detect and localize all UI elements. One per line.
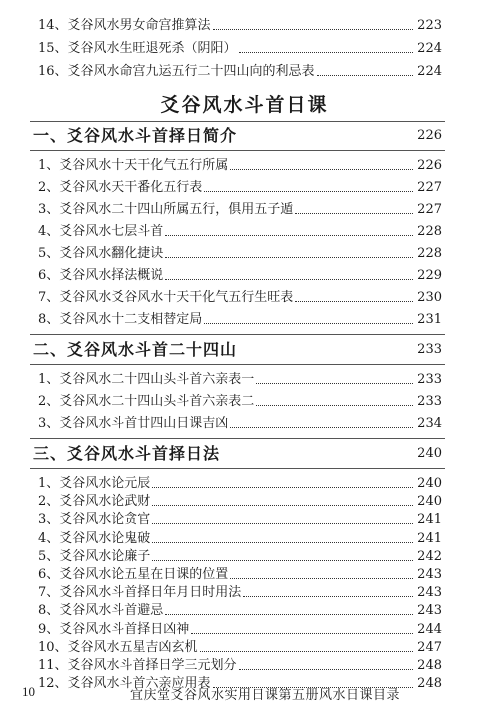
toc-entry-title: 11、爻谷风水斗首择日学三元划分: [38, 658, 237, 673]
toc-entry: [38, 618, 442, 638]
leader-dots: [213, 29, 414, 30]
leader-dots: [204, 191, 413, 192]
toc-entry-title: 5、爻谷风水论廉子: [38, 548, 151, 564]
section-rule-top: [30, 438, 445, 439]
toc-entry-page: 224: [417, 64, 442, 79]
leader-dots: [152, 542, 413, 543]
toc-entry: [38, 527, 442, 547]
toc-entry-page: 244: [417, 621, 442, 637]
toc-entry-page: 227: [417, 202, 442, 217]
leader-dots: [152, 487, 413, 488]
toc-entry-title: 1、爻谷风水十天干化气五行所属: [38, 158, 229, 173]
leader-dots: [165, 279, 413, 280]
toc-entry-title: 10、爻谷风水五星吉凶玄机: [38, 639, 198, 655]
toc-entry-page: 229: [417, 268, 442, 283]
toc-entry-page: 243: [417, 567, 442, 582]
toc-entry-title: 7、爻谷风水爻谷风水十天干化气五行生旺表: [38, 290, 294, 305]
toc-entry-page: 248: [417, 676, 442, 692]
toc-entry-title: 16、爻谷风水命宫九运五行二十四山向的利忌表: [38, 64, 315, 79]
toc-entry: [38, 368, 442, 388]
section-title: 三、爻谷风水斗首择日法: [33, 444, 221, 463]
toc-entry-title: 3、爻谷风水论贪官: [38, 512, 151, 528]
toc-entry: [38, 508, 442, 528]
section-page: 226: [417, 128, 442, 143]
leader-dots: [256, 405, 413, 406]
toc-entry: [38, 154, 442, 174]
toc-entry-page: 247: [417, 639, 442, 655]
toc-entry: [38, 581, 442, 601]
section-rule-bottom: [30, 150, 445, 151]
leader-dots: [200, 651, 414, 652]
toc-entry-title: 8、爻谷风水十二支相替定局: [38, 312, 203, 327]
toc-entry: [38, 412, 442, 432]
toc-entry: [38, 14, 442, 34]
leader-dots: [204, 323, 413, 324]
leader-dots: [243, 596, 413, 597]
leader-dots: [152, 505, 413, 506]
toc-entry: [38, 198, 442, 218]
leader-dots: [295, 301, 413, 302]
toc-entry-title: 5、爻谷风水翻化捷诀: [38, 246, 164, 261]
toc-entry: [38, 264, 442, 284]
leader-dots: [191, 633, 413, 634]
leader-dots: [230, 169, 413, 170]
toc-entry: [38, 60, 442, 80]
toc-entry-title: 2、爻谷风水二十四山头斗首六亲表二: [38, 394, 255, 409]
leader-dots: [165, 614, 413, 615]
section-heading: [33, 124, 442, 146]
chapter-title: 爻谷风水斗首日课: [160, 94, 329, 116]
toc-entry: [38, 308, 442, 328]
toc-entry-title: 2、爻谷风水天干番化五行表: [38, 180, 203, 195]
leader-dots: [152, 560, 413, 561]
section-rule-bottom: [30, 364, 445, 365]
section-title: 一、爻谷风水斗首择日简介: [33, 126, 238, 145]
toc-entry-page: 240: [417, 494, 442, 510]
toc-entry: [38, 286, 442, 306]
toc-entry-title: 4、爻谷风水七层斗首: [38, 224, 164, 239]
toc-entry-page: 228: [417, 246, 442, 261]
section-rule-top: [30, 334, 445, 335]
leader-dots: [152, 523, 413, 524]
toc-entry-page: 228: [417, 224, 442, 239]
toc-entry-page: 226: [417, 158, 442, 173]
toc-entry-title: 9、爻谷风水斗首择日凶神: [38, 621, 190, 637]
toc-entry-page: 248: [417, 658, 442, 673]
toc-entry: [38, 654, 442, 674]
toc-entry-title: 1、爻谷风水二十四山头斗首六亲表一: [38, 372, 255, 387]
toc-entry-title: 1、爻谷风水论元辰: [38, 476, 151, 491]
toc-entry: [38, 563, 442, 583]
toc-entry-page: 231: [417, 312, 442, 327]
toc-entry: [38, 599, 442, 619]
toc-entry: [38, 37, 442, 57]
toc-entry-title: 6、爻谷风水择法概说: [38, 268, 164, 283]
toc-entry-page: 240: [417, 476, 442, 491]
toc-entry: [38, 220, 442, 240]
toc-entry-title: 12、爻谷风水斗首六亲应用表: [38, 676, 211, 692]
leader-dots: [239, 52, 414, 53]
running-title: 宜庆堂爻谷风水实用日课第五册风水日课目录: [129, 688, 400, 703]
toc-entry-title: 6、爻谷风水论五星在日课的位置: [38, 567, 229, 582]
section-heading: [33, 442, 442, 464]
toc-entry-page: 224: [417, 41, 442, 56]
toc-entry-title: 3、爻谷风水斗首廿四山日课吉凶: [38, 416, 229, 431]
toc-entry-page: 230: [417, 290, 442, 305]
toc-entry-page: 241: [417, 512, 442, 528]
leader-dots: [230, 427, 413, 428]
leader-dots: [165, 257, 413, 258]
leader-dots: [230, 578, 413, 579]
toc-entry: [38, 390, 442, 410]
section-heading: [33, 338, 442, 360]
toc-entry-page: 243: [417, 603, 442, 619]
toc-entry-page: 241: [417, 530, 442, 546]
toc-entry: [38, 545, 442, 565]
toc-entry: [38, 636, 442, 656]
toc-entry-page: 233: [417, 394, 442, 409]
toc-entry-title: 7、爻谷风水斗首择日年月日时用法: [38, 585, 242, 601]
toc-entry: [38, 472, 442, 492]
toc-entry-title: 14、爻谷风水男女命宫推算法: [38, 18, 211, 33]
page-footer: [0, 682, 489, 702]
toc-entry-page: 233: [417, 372, 442, 387]
leader-dots: [239, 669, 414, 670]
toc-entry-page: 242: [417, 548, 442, 564]
section-rule-bottom: [30, 468, 445, 469]
toc-entry-page: 234: [417, 416, 442, 431]
toc-entry-title: 4、爻谷风水论鬼破: [38, 530, 151, 546]
leader-dots: [295, 213, 413, 214]
page-number: 10: [22, 684, 35, 699]
section-page: 233: [417, 342, 442, 357]
section-page: 240: [417, 446, 442, 461]
toc-entry-title: 3、爻谷风水二十四山所属五行，俱用五子遁: [38, 202, 294, 217]
toc-entry: [38, 242, 442, 262]
leader-dots: [256, 383, 413, 384]
toc-entry: [38, 490, 442, 510]
toc-entry-page: 223: [417, 18, 442, 33]
leader-dots: [317, 75, 414, 76]
section-rule-top: [30, 121, 445, 122]
toc-entry-page: 227: [417, 180, 442, 195]
toc-entry-title: 2、爻谷风水论武财: [38, 494, 151, 510]
toc-entry: [38, 176, 442, 196]
toc-entry-page: 243: [417, 585, 442, 601]
section-title: 二、爻谷风水斗首二十四山: [33, 340, 238, 359]
toc-entry-title: 8、爻谷风水斗首避忌: [38, 603, 164, 619]
toc-entry-title: 15、爻谷风水生旺退死杀（阴阳）: [38, 41, 237, 56]
leader-dots: [165, 235, 413, 236]
